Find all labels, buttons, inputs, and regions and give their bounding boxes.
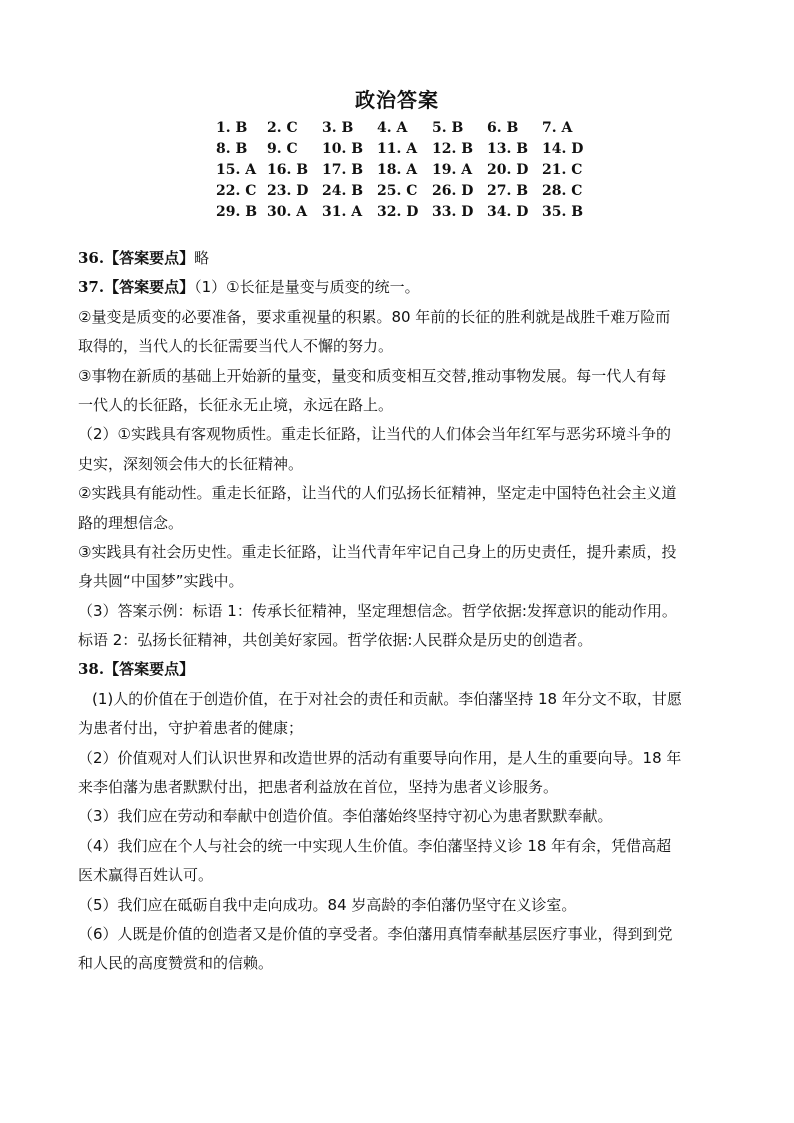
q38-line: 来李伯藩为患者默默付出，把患者利益放在首位，坚持为患者义诊服务。 xyxy=(78,778,559,797)
q37-line: （3）答案示例：标语 1：传承长征精神，坚定理想信念。哲学依据:发挥意识的能动作用。 xyxy=(78,601,677,620)
q38-line: （4）我们应在个人与社会的统一中实现人生价值。李伯藩坚持义诊 18 年有余，凭借高超 xyxy=(78,836,672,855)
answer-cell: 17. B xyxy=(322,161,364,178)
q36-text: 略 xyxy=(194,249,210,267)
answer-cell: 8. B xyxy=(216,140,248,157)
answer-cell: 20. D xyxy=(487,161,529,178)
answer-cell: 18. A xyxy=(377,161,418,178)
answer-grid xyxy=(210,117,597,222)
answer-cell: 28. C xyxy=(542,182,583,199)
q37-line: 一代人的长征路，长征永无止境，永远在路上。 xyxy=(78,395,394,414)
answer-cell: 33. D xyxy=(432,203,474,220)
answer-cell: 11. A xyxy=(377,140,418,157)
answer-cell: 31. A xyxy=(322,203,363,220)
q36-label: 36.【答案要点】 xyxy=(78,249,195,267)
page-title: 政治答案 xyxy=(355,88,439,112)
answer-cell: 6. B xyxy=(487,119,519,136)
answer-cell: 19. A xyxy=(432,161,473,178)
q38-line: 医术赢得百姓认可。 xyxy=(78,866,214,885)
q37-line: 路的理想信念。 xyxy=(78,513,184,532)
q36-line xyxy=(78,244,718,273)
q37-line: 取得的，当代人的长征需要当代人不懈的努力。 xyxy=(78,337,394,356)
q37-line: ②量变是质变的必要准备，要求重视量的积累。80 年前的长征的胜利就是战胜千难万险而 xyxy=(78,307,671,326)
q37-line: 标语 2：弘扬长征精神，共创美好家园。哲学依据:人民群众是历史的创造者。 xyxy=(78,631,593,650)
q38-line: （6）人既是价值的创造者又是价值的享受者。李伯藩用真情奉献基层医疗事业，得到到党 xyxy=(78,924,673,943)
answer-cell: 5. B xyxy=(432,119,464,136)
answer-cell: 16. B xyxy=(267,161,309,178)
q38-label: 38.【答案要点】 xyxy=(78,660,195,679)
answer-cell: 3. B xyxy=(322,119,354,136)
q37-line xyxy=(78,273,718,302)
q38-line: （3）我们应在劳动和奉献中创造价值。李伯藩始终坚持守初心为患者默默奉献。 xyxy=(78,807,613,826)
answer-cell: 26. D xyxy=(432,182,474,199)
answer-cell: 9. C xyxy=(267,140,298,157)
answer-cell: 2. C xyxy=(267,119,298,136)
answer-cell: 1. B xyxy=(216,119,248,136)
answer-row xyxy=(210,159,597,180)
answer-row xyxy=(210,117,597,138)
answer-body xyxy=(78,244,718,979)
answer-cell: 14. D xyxy=(542,140,584,157)
answer-cell: 22. C xyxy=(216,182,257,199)
answer-cell: 24. B xyxy=(322,182,364,199)
q38-line: (1)人的价值在于创造价值，在于对社会的责任和贡献。李伯藩坚持 18 年分文不取，甘愿 xyxy=(92,689,682,708)
q37-line: ②实践具有能动性。重走长征路，让当代的人们弘扬长征精神，坚定走中国特色社会主义道 xyxy=(78,484,677,503)
q37-line: ③事物在新质的基础上开始新的量变，量变和质变相互交替,推动事物发展。每一代人有每 xyxy=(78,366,667,385)
answer-cell: 7. A xyxy=(542,119,573,136)
q37-line: 身共圆“中国梦”实践中。 xyxy=(78,572,244,591)
answer-row xyxy=(210,180,597,201)
answer-cell: 25. C xyxy=(377,182,418,199)
answer-cell: 27. B xyxy=(487,182,529,199)
answer-cell: 4. A xyxy=(377,119,408,136)
q38-line xyxy=(78,655,718,684)
answer-cell: 30. A xyxy=(267,203,308,220)
answer-cell: 15. A xyxy=(216,161,257,178)
q37-line: ③实践具有社会历史性。重走长征路，让当代青年牢记自己身上的历史责任，提升素质，投 xyxy=(78,542,677,561)
answer-cell: 32. D xyxy=(377,203,419,220)
answer-cell: 34. D xyxy=(487,203,529,220)
q37-label: 37.【答案要点】 xyxy=(78,278,195,297)
q38-line: 为患者付出，守护着患者的健康； xyxy=(78,719,304,738)
q38-line: 和人民的高度赞赏和的信赖。 xyxy=(78,954,274,973)
answer-cell: 23. D xyxy=(267,182,309,199)
q37-line: 史实，深刻领会伟大的长征精神。 xyxy=(78,454,304,473)
answer-cell: 12. B xyxy=(432,140,474,157)
answer-cell: 13. B xyxy=(487,140,529,157)
q37-line: （2）①实践具有客观物质性。重走长征路，让当代的人们体会当年红军与恶劣环境斗争的 xyxy=(78,425,671,444)
answer-cell: 29. B xyxy=(216,203,258,220)
answer-row xyxy=(210,201,597,222)
answer-cell: 21. C xyxy=(542,161,583,178)
answer-cell: 10. B xyxy=(322,140,364,157)
answer-row xyxy=(210,138,597,159)
q37-first: （1）①长征是量变与质变的统一。 xyxy=(194,278,420,297)
answer-cell: 35. B xyxy=(542,203,584,220)
q38-line: （5）我们应在砥砺自我中走向成功。84 岁高龄的李伯藩仍坚守在义诊室。 xyxy=(78,895,577,914)
q38-line: （2）价值观对人们认识世界和改造世界的活动有重要导向作用，是人生的重要向导。18 年 xyxy=(78,748,682,767)
